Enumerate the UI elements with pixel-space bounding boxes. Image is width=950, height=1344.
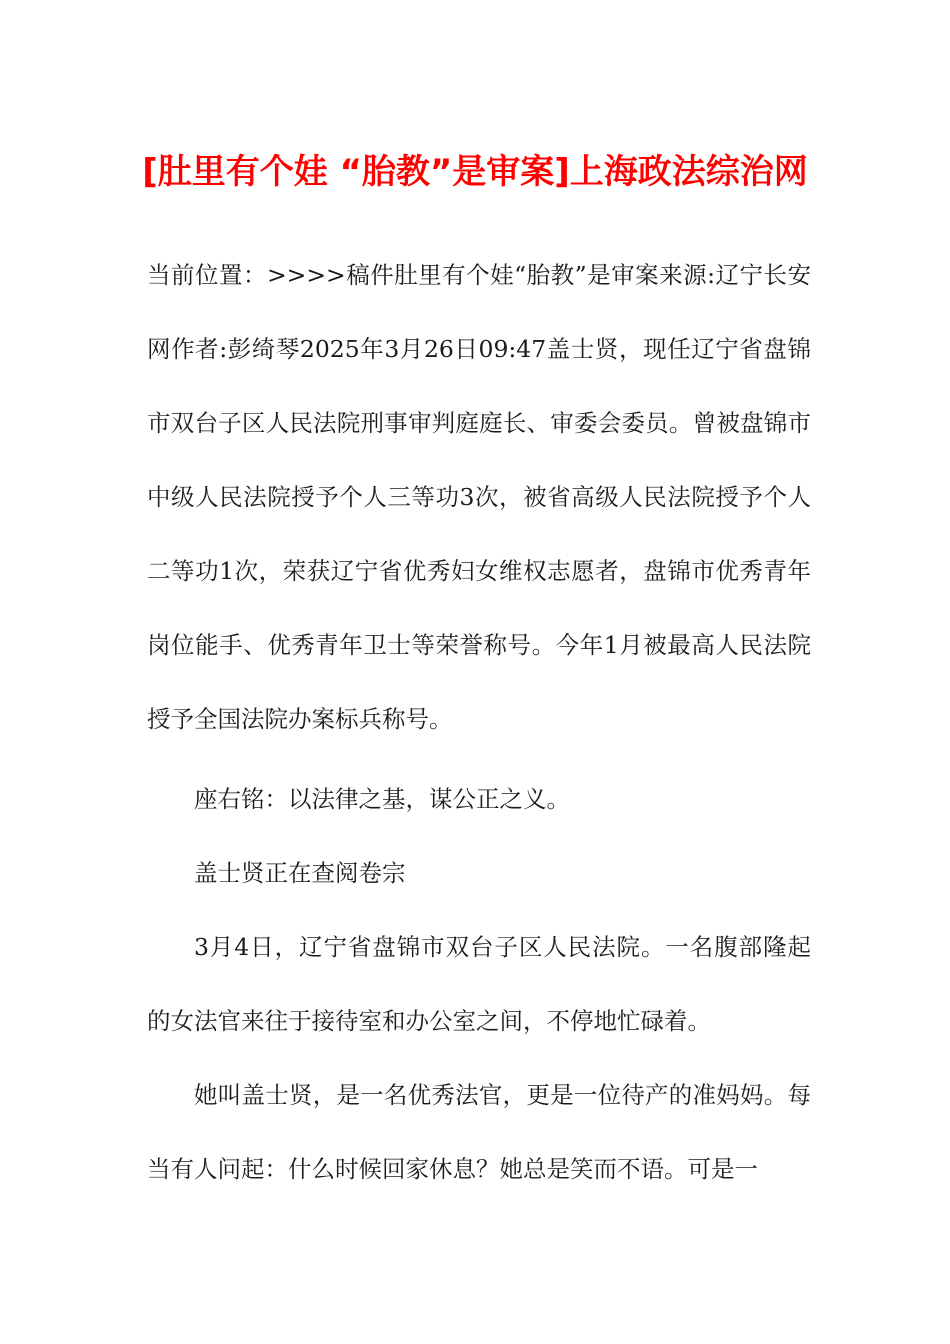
- date-paragraph: 3月4日，辽宁省盘锦市双台子区人民法院。一名腹部隆起的女法官来往于接待室和办公室之间，不停地忙碌着。: [147, 933, 811, 1035]
- introduction-paragraph: 她叫盖士贤，是一名优秀法官，更是一位待产的准妈妈。每当有人问起：什么时候回家休息？她总是笑而不语。可是一: [147, 1081, 811, 1183]
- intro-paragraph: 当前位置：>>>>稿件肚里有个娃“胎教”是审案来源:辽宁长安网作者:彭绮琴2025年3月26日09:47盖士贤，现任辽宁省盘锦市双台子区人民法院刑事审判庭庭长、审委会委员。曾被盘锦市中级人民法院授予个人三等功3次，被省高级人民法院授予个人二等功1次，荣获辽宁省优秀妇女维权志愿者，盘锦市优秀青年岗位能手、优秀青年卫士等荣誉称号。今年1月被最高人民法院授予全国法院办案标兵称号。: [147, 261, 811, 733]
- document-title: [肚里有个娃 “胎教”是审案]上海政法综治网: [142, 152, 808, 192]
- motto-paragraph: 座右铭：以法律之基，谋公正之义。: [194, 785, 570, 813]
- photo-caption-paragraph: 盖士贤正在查阅卷宗: [194, 859, 406, 887]
